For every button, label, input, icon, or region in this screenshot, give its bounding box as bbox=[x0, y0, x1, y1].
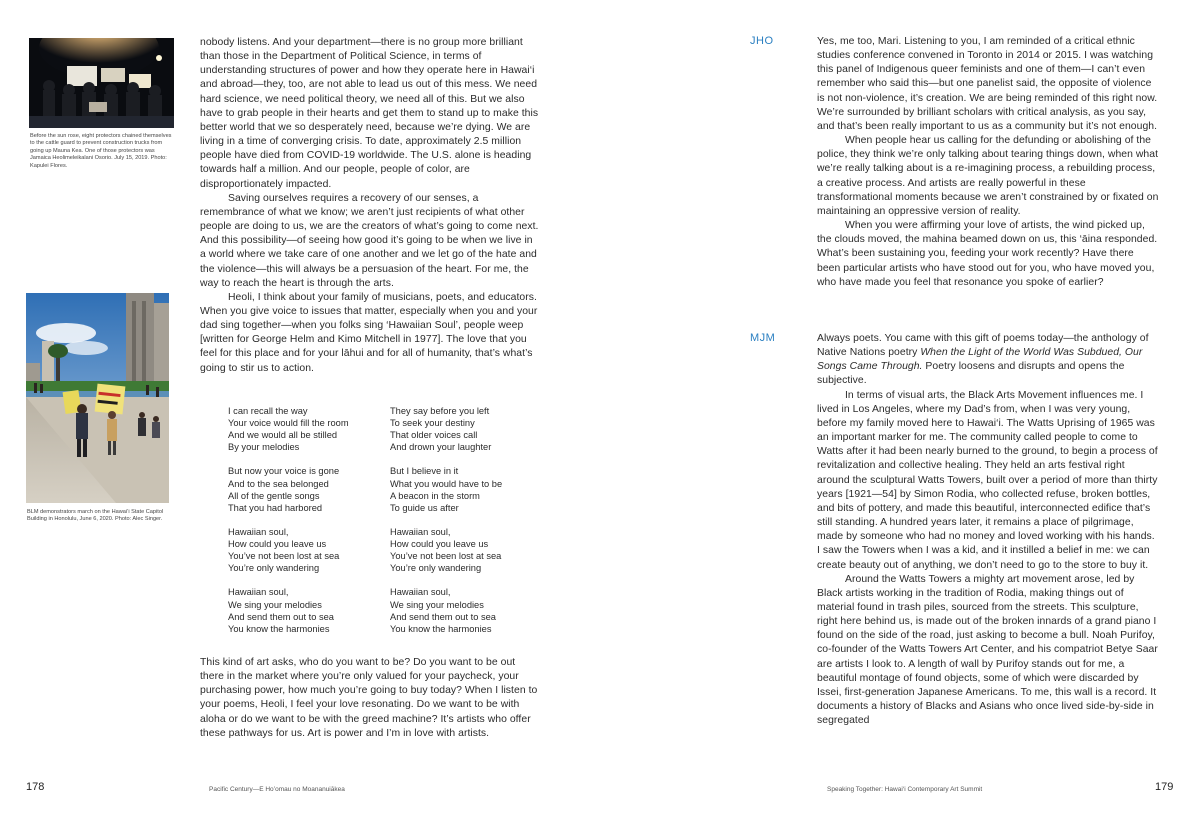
page-number-right: 179 bbox=[1155, 781, 1174, 793]
paragraph: nobody listens. And your department—there is no group more brilliant than those in the Department of Political Science, in terms of understanding structures of power and how they operate here in Hawai‘i and abroad—they, too, are not able to lead us out of this mess. We need hard science, we need political theory, we need all of this. But we also have to grab people in their hearts and get them to stand up to make this better world that we so desperately need, because we’re dying. We are living in a time of converging crisis. To date, approximately 2.5 million people have died from COVID-19 worldwide. The U.S. alone is heading towards half a million. And our people, people of color, are disproportionately impacted. bbox=[200, 37, 539, 190]
paragraph: Heoli, I think about your family of musicians, poets, and educators. When you give voice to issues that matter, especially when you and your dad sing together—when you folks sing ‘Hawaiian Soul’, people weep [written for George Helm and Kimo Mitchell in 1977]. The love that you feel for this place and for your lāhui and for all of humanity, that’s what’s going to stir us to action. bbox=[200, 291, 538, 374]
left-closing-text bbox=[200, 656, 540, 741]
poem-line: You’ve not been lost at sea bbox=[390, 551, 502, 562]
blm-march-photo bbox=[26, 293, 169, 503]
speaker-label-jho: JHO bbox=[750, 35, 774, 47]
mjm-body-text bbox=[817, 332, 1159, 728]
text-run: Poetry loosens and disrupts and opens the subjective. bbox=[817, 361, 1125, 387]
poem-line: We sing your melodies bbox=[390, 599, 484, 610]
poem-line: That older voices call bbox=[390, 430, 478, 441]
poem-line: Hawaiian soul, bbox=[228, 587, 289, 598]
poem-line: A beacon in the storm bbox=[390, 490, 480, 501]
photo-caption-2: BLM demonstrators march on the Hawai‘i State Capitol Building in Honolulu, June 6, 2020. Photo: Alec Singer. bbox=[27, 509, 164, 523]
poem-line: You’ve not been lost at sea bbox=[228, 551, 340, 562]
poem-line: You’re only wandering bbox=[228, 563, 320, 574]
poem-line: And we would all be stilled bbox=[228, 430, 338, 441]
paragraph: Saving ourselves requires a recovery of our senses, a remembrance of what we know; we aren’t just recipients of what other people are doing to us, we are the creators of what’s going to come next. And this possibility—of seeing how good it’s going to be when we live in a world where we take care of one another and we let go of the hate and the violence—this will always be a persuasion of the heart. For me, the way to reach the heart is through the arts. bbox=[200, 192, 539, 289]
speaker-label-mjm: MJM bbox=[750, 332, 776, 344]
poem-line: How could you leave us bbox=[228, 539, 327, 550]
poem-line: Hawaiian soul, bbox=[390, 587, 451, 598]
poem-line: You’re only wandering bbox=[390, 563, 482, 574]
photo-caption-1: Before the sun rose, eight protectors chained themselves to the cattle guard to prevent construction trucks from going up Mauna Kea. One of those protectors was Jamaica Heolimeleikalani Osorio. July 15, 2019. Photo: Kapulei Flores. bbox=[30, 133, 172, 169]
page-number-left: 178 bbox=[26, 781, 45, 793]
poem-stanza bbox=[390, 405, 550, 453]
left-body-text bbox=[200, 36, 540, 376]
paragraph: Around the Watts Towers a mighty art movement arose, led by Black artists working in the tradition of Rodia, making things out of material found in trash piles, sourced from the streets. This sculpture, right here behind us, is made out of the broken innards of a grand piano I found on the side of the road, just asking to become a bull. Noah Purifoy, co-founder of the Watts Towers Art Center, and his compatriot Betye Saar are artists I look to. A length of wall by Purifoy stands out for me, a beautiful montage of found objects, some of which were discarded by Issei, first-generation Japanese Americans. To me, this wall is a record. It documents a history of Blacks and Asians who once lived side-by-side in segregated bbox=[817, 573, 1158, 727]
paragraph: Yes, me too, Mari. Listening to you, I am reminded of a critical ethnic studies conference convened in Toronto in 2014 or 2015. I was watching this panel of Indigenous queer feminists and one of them—I can’t even remember who said this—but one panelist said, the opposite of violence is not non-violence, it’s creation. We are being reminded of this right now. We’re surrounded by brilliant scholars with critical analysis, as you say, and that’s been really important to us as a community but it’s not enough. bbox=[817, 36, 1158, 132]
poem-line: But now your voice is gone bbox=[228, 466, 340, 477]
poem-line: By your melodies bbox=[228, 442, 300, 453]
protest-night-illustration bbox=[29, 38, 174, 128]
poem-line: What you would have to be bbox=[390, 478, 503, 489]
poem-line: Hawaiian soul, bbox=[390, 526, 451, 537]
poem-stanza bbox=[228, 526, 388, 574]
poem-line: Hawaiian soul, bbox=[228, 526, 289, 537]
poem-stanza bbox=[390, 526, 550, 574]
poem-line: We sing your melodies bbox=[228, 599, 322, 610]
poem-line: I can recall the way bbox=[228, 406, 308, 416]
poem-line: How could you leave us bbox=[390, 539, 489, 550]
poem-line: And to the sea belonged bbox=[228, 478, 329, 489]
poem-line: That you had harbored bbox=[228, 502, 323, 513]
paragraph: When you were affirming your love of artists, the wind picked up, the clouds moved, the mahina beamed down on us, this ‘āina responded. What’s been sustaining you, feeding your work recently? Have there been particular artists who have stood out for you, who have moved you, who have made you feel that resonance you spoke of earlier? bbox=[817, 220, 1158, 288]
paragraph: This kind of art asks, who do you want to be? Do you want to be out there in the market where you’re only valued for your paycheck, your purchasing power, how much you’re going to buy today? When I listen to your poems, Heoli, I feel your love resonating. Do we want to be with aloha or do we want to be with the greed machine? It’s artists who offer these pathways for us. Art is power and I’m in love with artists. bbox=[200, 657, 538, 739]
poem-line: All of the gentle songs bbox=[228, 490, 320, 501]
jho-body-text bbox=[817, 35, 1159, 290]
poem-stanza bbox=[390, 465, 550, 513]
paragraph bbox=[817, 332, 1159, 389]
poem-stanza bbox=[228, 465, 388, 513]
poem-column-2 bbox=[390, 405, 550, 647]
poem-line: And send them out to sea bbox=[228, 611, 334, 622]
poem-stanza bbox=[228, 586, 388, 634]
poem-line: And send them out to sea bbox=[390, 611, 496, 622]
poem-stanza bbox=[390, 586, 550, 634]
blm-march-illustration bbox=[26, 293, 169, 503]
footer-left: Pacific Century—E Hoʻomau no Moananuiākea bbox=[209, 786, 345, 793]
poem-column-1 bbox=[228, 405, 388, 647]
poem-line: You know the harmonies bbox=[390, 623, 492, 634]
poem-stanza bbox=[228, 405, 388, 453]
protest-night-photo bbox=[29, 38, 174, 128]
anthology-title: When the Light of the World Was Subdued, Our Songs Came Through. bbox=[817, 347, 1143, 373]
poem-line: Your voice would fill the room bbox=[228, 418, 349, 429]
poem-line: You know the harmonies bbox=[228, 623, 330, 634]
poem-line: To guide us after bbox=[390, 502, 459, 513]
paragraph: When people hear us calling for the defunding or abolishing of the police, they think we’re only talking about tearing things down, when what we’re really talking about is a re-imagining process, a rebuilding process, a creative process. And artists are really powerful in these transformational moments because we aren’t constrained by or fixated on maintaining an oppressive version of reality. bbox=[817, 135, 1159, 217]
poem-line: But I believe in it bbox=[390, 466, 459, 477]
poem-line: And drown your laughter bbox=[390, 442, 492, 453]
text-run: Always poets. You came with this gift of poems today—the anthology of Native Nations poetry bbox=[817, 333, 1149, 359]
paragraph: In terms of visual arts, the Black Arts Movement influences me. I lived in Los Angeles, where my Dad’s from, when I was very young, before my family moved here to Hawai‘i. The Watts Uprising of 1965 was an important marker for me. The community called people to come to Watts after it had been nearly burned to the ground, to begin a process of revitalization and collective healing. They held an arts festival right around the sculptural Watts Towers, built over a period of more than thirty years [1921—54] by Simon Rodia, who collected refuse, broken bottles, and bits of pottery, and made this beautiful, interconnected edifice that’s still standing. A hundred years later, it remains a place of pilgrimage, made by someone who had no money and loved working with his hands. I saw the Towers when I was a kid, and it instilled a belief in me: we can create beauty out of anything, we don’t need to go to the store to buy it. bbox=[817, 389, 1158, 571]
poem-line: They say before you left bbox=[390, 406, 490, 416]
poem-line: To seek your destiny bbox=[390, 418, 475, 429]
footer-right: Speaking Together: Hawai‘i Contemporary Art Summit bbox=[827, 786, 983, 793]
